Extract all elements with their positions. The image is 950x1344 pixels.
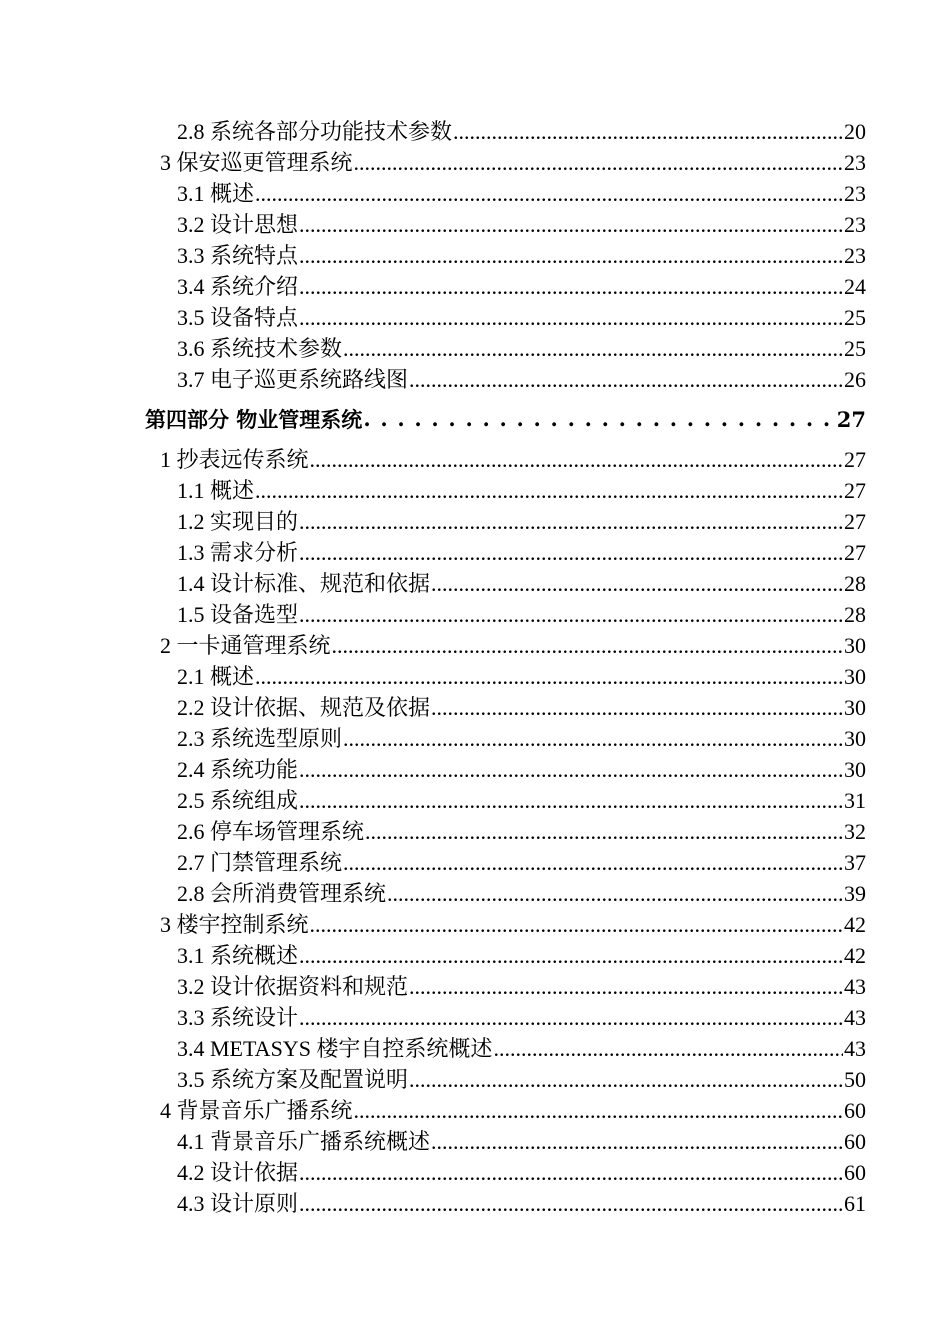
toc-entry[interactable]	[0, 1095, 950, 1126]
toc-entry[interactable]	[0, 971, 950, 1002]
toc-dot-leader	[310, 444, 843, 475]
toc-dot-leader	[299, 537, 843, 568]
toc-entry[interactable]	[0, 444, 950, 475]
toc-entry[interactable]	[0, 240, 950, 271]
toc-entry-page-number: 23	[844, 150, 866, 175]
toc-entry[interactable]	[0, 661, 950, 692]
toc-dot-leader	[409, 1064, 843, 1095]
toc-dot-leader	[299, 506, 843, 537]
toc-entry-page-number: 27	[844, 509, 866, 534]
toc-entry-page-number: 27	[844, 447, 866, 472]
toc-entry-page-number: 60	[844, 1129, 866, 1154]
toc-entry-title: 1.2 实现目的	[177, 509, 299, 534]
toc-entry-title: 3.2 设计思想	[177, 212, 299, 237]
toc-entry-page-number: 32	[844, 819, 866, 844]
toc-entry-page-number: 23	[844, 243, 866, 268]
toc-entry-page-number: 39	[844, 881, 866, 906]
toc-entry[interactable]	[0, 506, 950, 537]
toc-entry-page-number: 28	[844, 602, 866, 627]
toc-dot-leader	[299, 240, 843, 271]
toc-entry[interactable]	[0, 333, 950, 364]
toc-entry[interactable]	[0, 847, 950, 878]
toc-entry-title: 3.4 METASYS 楼宇自控系统概述	[177, 1036, 493, 1061]
toc-entry[interactable]	[0, 178, 950, 209]
toc-entry-page-number: 20	[844, 119, 866, 144]
toc-entry-page-number: 30	[844, 757, 866, 782]
toc-entry-title: 1.5 设备选型	[177, 602, 299, 627]
toc-entry-title: 2.8 系统各部分功能技术参数	[177, 119, 453, 144]
toc-dot-leader	[255, 178, 843, 209]
toc-entry-title: 2.4 系统功能	[177, 757, 299, 782]
toc-entry[interactable]	[0, 909, 950, 940]
toc-dot-leader	[343, 723, 843, 754]
toc-entry-page-number: 43	[844, 974, 866, 999]
toc-entry[interactable]	[0, 302, 950, 333]
toc-entry-page-number: 23	[844, 212, 866, 237]
toc-entry[interactable]	[0, 1064, 950, 1095]
toc-entry-title: 2.8 会所消费管理系统	[177, 881, 387, 906]
toc-entry-title: 3.7 电子巡更系统路线图	[177, 367, 409, 392]
toc-dot-leader	[354, 1095, 843, 1126]
toc-dot-leader	[299, 785, 843, 816]
toc-dot-leader	[299, 1002, 843, 1033]
table-of-contents	[0, 116, 950, 1219]
toc-dot-leader	[299, 599, 843, 630]
toc-entry-title: 2.1 概述	[177, 664, 255, 689]
toc-entry-title: 1.1 概述	[177, 478, 255, 503]
toc-part-heading[interactable]	[0, 395, 950, 444]
toc-entry[interactable]	[0, 537, 950, 568]
toc-entry-title: 1 抄表远传系统	[160, 447, 309, 472]
toc-dot-leader	[493, 1033, 843, 1064]
toc-entry-title: 1.4 设计标准、规范和依据	[177, 571, 431, 596]
toc-entry-title: 3.2 设计依据资料和规范	[177, 974, 409, 999]
toc-entry[interactable]	[0, 878, 950, 909]
toc-dot-leader	[255, 475, 843, 506]
toc-entry[interactable]	[0, 568, 950, 599]
toc-dot-leader	[387, 878, 843, 909]
toc-entry[interactable]	[0, 1033, 950, 1064]
toc-entry-page-number: 42	[844, 943, 866, 968]
toc-entry-page-number: 50	[844, 1067, 866, 1092]
toc-entry[interactable]	[0, 364, 950, 395]
toc-dot-leader	[299, 1157, 843, 1188]
toc-entry-title: 3.6 系统技术参数	[177, 336, 343, 361]
toc-entry-page-number: 25	[844, 305, 866, 330]
toc-entry-page-number: 42	[844, 912, 866, 937]
toc-entry-title: 4.1 背景音乐广播系统概述	[177, 1129, 431, 1154]
toc-dot-leader	[343, 847, 843, 878]
toc-dot-leader	[299, 1188, 843, 1219]
toc-entry[interactable]	[0, 1188, 950, 1219]
toc-dot-leader	[299, 302, 843, 333]
toc-dot-leader	[409, 364, 843, 395]
toc-entry-page-number: 26	[844, 367, 866, 392]
toc-entry-title: 2.6 停车场管理系统	[177, 819, 365, 844]
toc-entry[interactable]	[0, 940, 950, 971]
toc-entry-title: 2.7 门禁管理系统	[177, 850, 343, 875]
toc-entry-page-number: 30	[844, 664, 866, 689]
toc-entry-title: 3.5 系统方案及配置说明	[177, 1067, 409, 1092]
toc-entry-page-number: 28	[844, 571, 866, 596]
toc-dot-leader	[299, 754, 843, 785]
toc-entry-title: 3.1 系统概述	[177, 943, 299, 968]
toc-entry-page-number: 27	[836, 407, 866, 432]
toc-dot-leader	[363, 395, 835, 444]
toc-entry-page-number: 37	[844, 850, 866, 875]
toc-entry-page-number: 30	[844, 633, 866, 658]
toc-entry-title: 3.4 系统介绍	[177, 274, 299, 299]
toc-entry[interactable]	[0, 692, 950, 723]
toc-entry[interactable]	[0, 630, 950, 661]
toc-dot-leader	[299, 209, 843, 240]
toc-entry-title: 3.3 系统设计	[177, 1005, 299, 1030]
toc-entry-title: 3 楼宇控制系统	[160, 912, 309, 937]
toc-entry[interactable]	[0, 1157, 950, 1188]
toc-dot-leader	[310, 909, 843, 940]
toc-dot-leader	[431, 1126, 843, 1157]
toc-entry-title: 3.1 概述	[177, 181, 255, 206]
toc-dot-leader	[431, 692, 843, 723]
toc-dot-leader	[409, 971, 843, 1002]
toc-entry-title: 3.3 系统特点	[177, 243, 299, 268]
toc-entry[interactable]	[0, 147, 950, 178]
toc-dot-leader	[431, 568, 843, 599]
toc-entry-title: 2.5 系统组成	[177, 788, 299, 813]
toc-entry-page-number: 23	[844, 181, 866, 206]
toc-dot-leader	[365, 816, 843, 847]
toc-entry-title: 2.3 系统选型原则	[177, 726, 343, 751]
toc-entry[interactable]	[0, 271, 950, 302]
toc-entry[interactable]	[0, 116, 950, 147]
toc-dot-leader	[354, 147, 843, 178]
toc-entry-title: 2 一卡通管理系统	[160, 633, 331, 658]
toc-entry-title: 4.3 设计原则	[177, 1191, 299, 1216]
toc-entry-page-number: 60	[844, 1098, 866, 1123]
toc-dot-leader	[299, 271, 843, 302]
toc-entry-page-number: 27	[844, 478, 866, 503]
toc-dot-leader	[299, 940, 843, 971]
toc-entry-title: 4 背景音乐广播系统	[160, 1098, 353, 1123]
toc-entry-page-number: 31	[844, 788, 866, 813]
toc-dot-leader	[332, 630, 843, 661]
toc-entry-page-number: 60	[844, 1160, 866, 1185]
toc-entry-page-number: 61	[844, 1191, 866, 1216]
toc-entry[interactable]	[0, 1002, 950, 1033]
toc-entry[interactable]	[0, 723, 950, 754]
toc-entry-page-number: 27	[844, 540, 866, 565]
toc-entry-page-number: 25	[844, 336, 866, 361]
toc-entry[interactable]	[0, 209, 950, 240]
toc-entry[interactable]	[0, 754, 950, 785]
toc-entry[interactable]	[0, 599, 950, 630]
toc-dot-leader	[343, 333, 843, 364]
toc-entry[interactable]	[0, 816, 950, 847]
toc-entry[interactable]	[0, 475, 950, 506]
toc-entry-page-number: 43	[844, 1036, 866, 1061]
toc-entry-title: 2.2 设计依据、规范及依据	[177, 695, 431, 720]
toc-entry-title: 4.2 设计依据	[177, 1160, 299, 1185]
toc-entry-title: 3.5 设备特点	[177, 305, 299, 330]
toc-entry-title: 第四部分 物业管理系统	[145, 407, 363, 432]
toc-entry[interactable]	[0, 785, 950, 816]
toc-entry[interactable]	[0, 1126, 950, 1157]
toc-entry-page-number: 24	[844, 274, 866, 299]
toc-dot-leader	[255, 661, 843, 692]
toc-entry-page-number: 30	[844, 695, 866, 720]
toc-dot-leader	[453, 116, 843, 147]
toc-entry-page-number: 43	[844, 1005, 866, 1030]
toc-entry-title: 1.3 需求分析	[177, 540, 299, 565]
toc-entry-page-number: 30	[844, 726, 866, 751]
toc-entry-title: 3 保安巡更管理系统	[160, 150, 353, 175]
